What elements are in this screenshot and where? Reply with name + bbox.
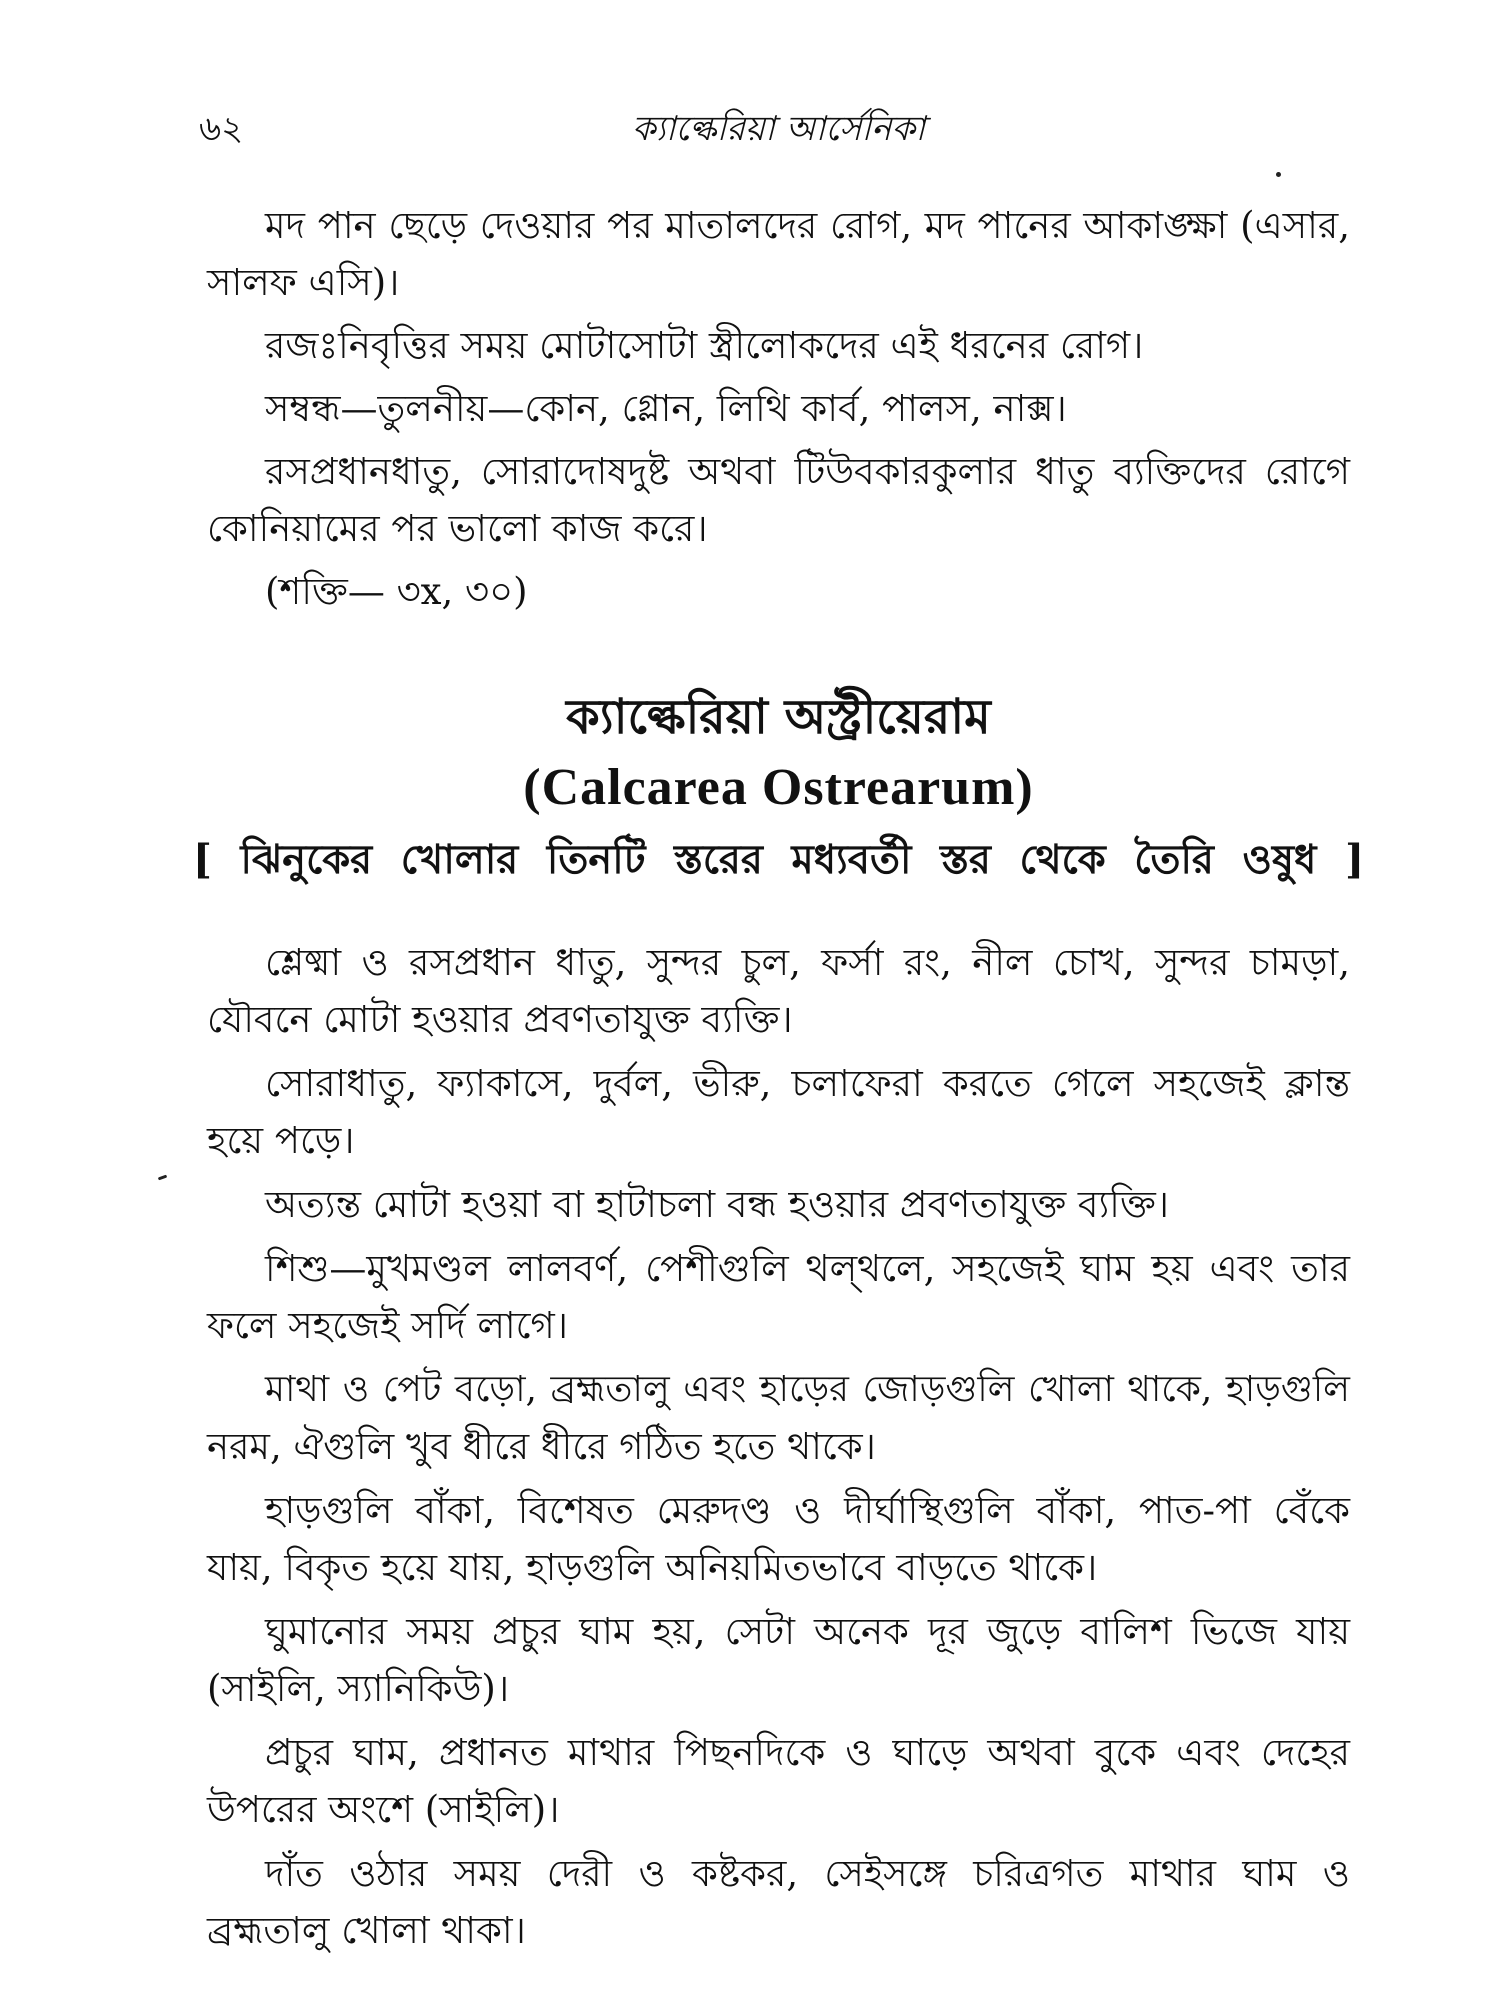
section-body — [207, 934, 1350, 1959]
text-line: মাথা ও পেট বড়ো, ব্রহ্মতালু এবং হাড়ের জোড়গুলি খোলা থাকে, হাড়গুলি — [265, 1369, 1350, 1410]
running-title: ক্যাল্কেরিয়া আর্সেনিকা — [631, 109, 926, 149]
paragraph — [207, 1361, 1350, 1475]
scan-speck — [158, 1175, 167, 1181]
text-line: কোনিয়ামের পর ভালো কাজ করে। — [207, 507, 708, 550]
text-line: যায়, বিকৃত হয়ে যায়, হাড়গুলি অনিয়মিতভাবে বাড়তে থাকে। — [207, 1546, 1098, 1589]
text-line: মদ পান ছেড়ে দেওয়ার পর মাতালদের রোগ, মদ পানের আকাঙ্ক্ষা (এসার, — [265, 204, 1350, 247]
page-header — [199, 104, 1350, 154]
paragraph — [207, 1603, 1350, 1717]
paragraph — [207, 443, 1350, 557]
paragraph — [207, 1724, 1350, 1838]
text-line: হয়ে পড়ে। — [207, 1119, 355, 1162]
potency-line: (শক্তি— ৩x, ৩০) — [265, 570, 528, 613]
paragraph — [207, 317, 1350, 374]
text-line: (সাইলি, স্যানিকিউ)। — [207, 1667, 510, 1710]
section-subtitle: [ ঝিনুকের খোলার তিনটি স্তরের মধ্যবর্তী স্তর থেকে তৈরি ওষুধ ] — [193, 836, 1364, 883]
paragraph — [207, 380, 1350, 437]
text-line: শ্লেষ্মা ও রসপ্রধান ধাতু, সুন্দর চুল, ফর্সা রং, নীল চোখ, সুন্দর চামড়া, — [265, 941, 1350, 984]
text-line: যৌবনে মোটা হওয়ার প্রবণতাযুক্ত ব্যক্তি। — [207, 998, 793, 1041]
page-number: ৬২ — [199, 109, 244, 149]
book-page — [193, 0, 1364, 2000]
text-line: রসপ্রধানধাতু, সোরাদোষদুষ্ট অথবা টিউবকারকুলার ধাতু ব্যক্তিদের রোগে — [265, 450, 1350, 493]
paragraph — [207, 563, 1350, 620]
paragraph — [207, 1176, 1350, 1233]
paragraph — [207, 1240, 1350, 1354]
text-line: সোরাধাতু, ফ্যাকাসে, দুর্বল, ভীরু, চলাফেরা করতে গেলে সহজেই ক্লান্ত — [265, 1062, 1350, 1105]
text-line: রজঃনিবৃত্তির সময় মোটাসোটা স্ত্রীলোকদের এই ধরনের রোগ। — [265, 324, 1144, 367]
text-line: ঘুমানোর সময় প্রচুর ঘাম হয়, সেটা অনেক দূর জুড়ে বালিশ ভিজে যায় — [265, 1610, 1350, 1653]
previous-section-text — [207, 197, 1350, 620]
paragraph — [207, 1055, 1350, 1169]
text-line: হাড়গুলি বাঁকা, বিশেষত মেরুদণ্ড ও দীর্ঘাস্থিগুলি বাঁকা, পাত-পা বেঁকে — [265, 1489, 1350, 1532]
text-line: দাঁত ওঠার সময় দেরী ও কষ্টকর, সেইসঙ্গে চরিত্রগত মাথার ঘাম ও — [265, 1852, 1350, 1895]
text-line: ফলে সহজেই সর্দি লাগে। — [207, 1304, 568, 1347]
text-line: প্রচুর ঘাম, প্রধানত মাথার পিছনদিকে ও ঘাড়ে অথবা বুকে এবং দেহের — [265, 1731, 1350, 1774]
text-line: শিশু—মুখমণ্ডল লালবর্ণ, পেশীগুলি থল্‌থলে, সহজেই ঘাম হয় এবং তার — [265, 1247, 1350, 1290]
section-title-latin: (Calcarea Ostrearum) — [523, 759, 1034, 816]
paragraph — [207, 934, 1350, 1048]
section-title-bengali: ক্যাল্কেরিয়া অস্ট্রীয়েরাম — [566, 689, 991, 745]
paragraph — [207, 1482, 1350, 1596]
text-line: সম্বন্ধ—তুলনীয়—কোন, গ্লোন, লিথি কার্ব, পালস, নাক্স। — [265, 387, 1067, 430]
section-heading — [193, 687, 1364, 889]
text-line: ব্রহ্মতালু খোলা থাকা। — [207, 1909, 526, 1952]
text-line: অত্যন্ত মোটা হওয়া বা হাটাচলা বন্ধ হওয়ার প্রবণতাযুক্ত ব্যক্তি। — [265, 1183, 1170, 1226]
paragraph — [207, 197, 1350, 311]
paragraph — [207, 1845, 1350, 1959]
text-line: সালফ এসি)। — [207, 261, 400, 304]
text-line: নরম, ঐগুলি খুব ধীরে ধীরে গঠিত হতে থাকে। — [207, 1425, 876, 1468]
text-line: উপরের অংশে (সাইলি)। — [207, 1788, 560, 1831]
